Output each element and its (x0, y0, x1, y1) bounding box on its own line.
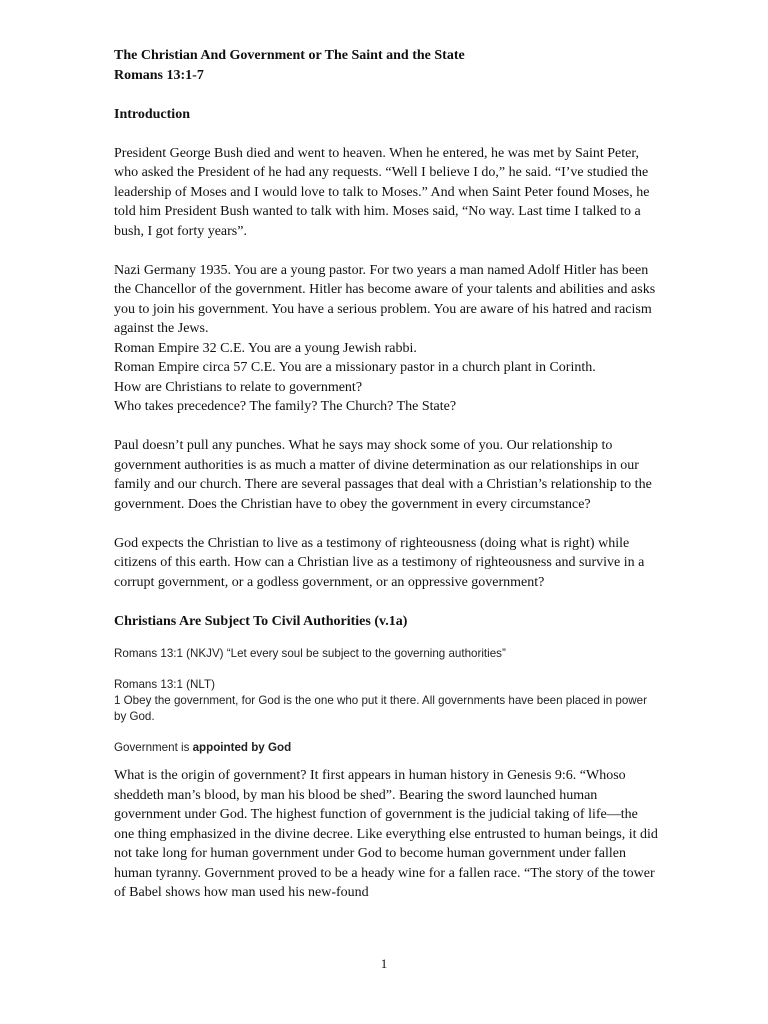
page-content (114, 46, 659, 903)
appointed-prefix: Government is (114, 741, 193, 754)
section-heading-civil-authorities: Christians Are Subject To Civil Authorities (v.1a) (114, 613, 408, 629)
intro-line-roman-empire-32: Roman Empire 32 C.E. You are a young Jewish rabbi. (114, 340, 417, 356)
page-number: 1 (380, 956, 388, 971)
scripture-reference: Romans 13:1-7 (114, 67, 204, 83)
intro-paragraph-testimony: God expects the Christian to live as a testimony of righteousness (doing what is right) while citizens of this earth. How can a Christian live as a testimony of righteousness and survive in a corrupt government, or a godless government, or an oppressive government? (114, 535, 645, 590)
intro-line-question-precedence: Who takes precedence? The family? The Church? The State? (114, 399, 457, 414)
intro-line-question-relate: How are Christians to relate to government? (114, 379, 363, 395)
intro-line-roman-empire-57: Roman Empire circa 57 C.E. You are a missionary pastor in a church plant in Corinth. (114, 360, 596, 375)
document-title: The Christian And Government or The Saint and the State (114, 48, 465, 63)
introduction-heading: Introduction (114, 106, 190, 122)
origin-of-government-paragraph: What is the origin of government? It first appears in human history in Genesis 9:6. “Whoso sheddeth man’s blood, by man his blood be shed”. Bearing the sword launched human government under God. The highest function of government is the judicial taking of life—the one thing emphasized in the divine decree. Like everything else entrusted to human beings, it did not take long for human government under God to become human government under fallen human tyranny. Government proved to be a heady wine for a fallen race. “The story of the tower of Babel shows how man used his new-found (114, 768, 658, 900)
intro-paragraph-paul: Paul doesn’t pull any punches. What he says may shock some of you. Our relationship to government authorities is as much a matter of divine determination as our relationships in our family and our church. There are several passages that deal with a Christian’s relationship to the government. Does the Christian have to obey the government in every circumstance? (114, 438, 652, 512)
nkjv-quote: Romans 13:1 (NKJV) “Let every soul be subject to the governing authorities” (114, 647, 506, 660)
intro-paragraph-nazi-germany: Nazi Germany 1935. You are a young pastor. For two years a man named Adolf Hitler has been the Chancellor of the government. Hitler has become aware of your talents and abilities and asks you to join his government. You have a serious problem. You are aware of his hatred and racism against the Jews. (114, 262, 656, 336)
appointed-bold: appointed by God (192, 741, 292, 754)
appointed-by-god-line (114, 740, 659, 756)
nlt-verse-text: 1 Obey the government, for God is the one who put it there. All governments have been placed in power by God. (114, 694, 647, 723)
nlt-reference: Romans 13:1 (NLT) (114, 678, 215, 691)
intro-paragraph-joke: President George Bush died and went to heaven. When he entered, he was met by Saint Peter, who asked the President of he had any requests. “Well I believe I do,” he said. “I’ve studied the leadership of Moses and I would love to talk to Moses.” And when Saint Peter found Moses, he told him President Bush wanted to talk with him. Moses said, “No way. Last time I talked to a bush, I got forty years”. (114, 145, 650, 239)
